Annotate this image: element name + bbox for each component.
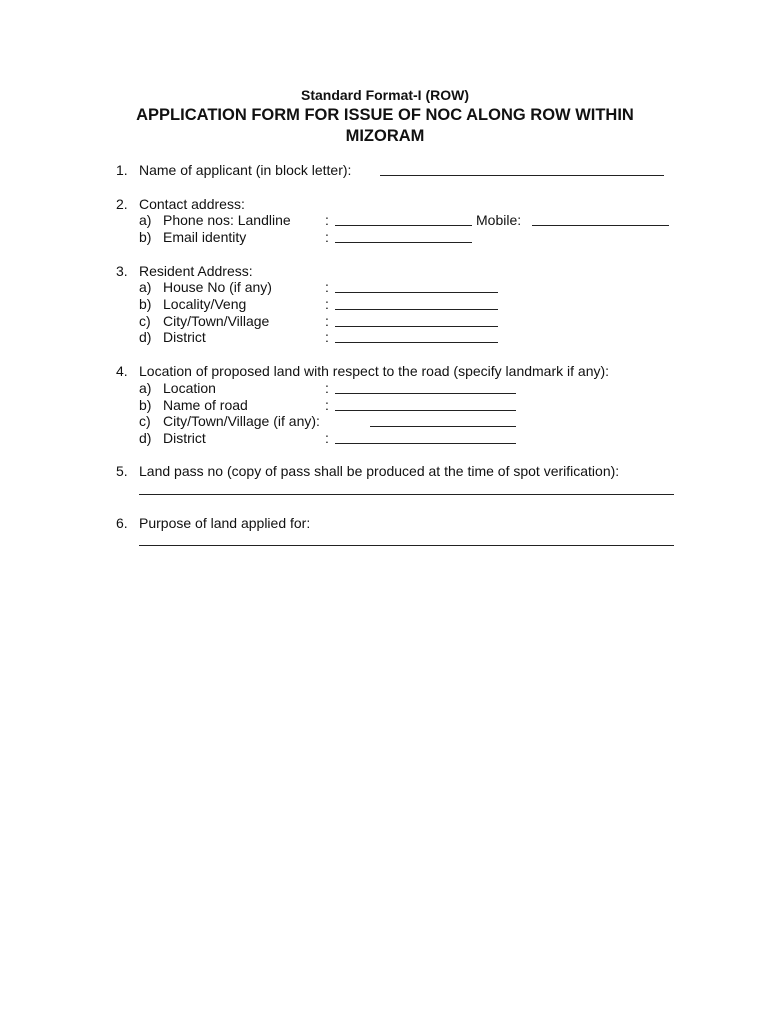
- item-label: Purpose of land applied for:: [139, 515, 311, 531]
- land-city-input-line[interactable]: [370, 426, 516, 427]
- colon: :: [325, 397, 329, 413]
- locality-input-line[interactable]: [335, 309, 498, 310]
- purpose-input-line[interactable]: [139, 545, 674, 546]
- item-label: Contact address:: [139, 196, 245, 212]
- land-pass-input-line[interactable]: [139, 494, 674, 495]
- road-name-input-line[interactable]: [335, 410, 516, 411]
- colon: :: [325, 296, 329, 312]
- colon: :: [325, 279, 329, 295]
- sub-label: Phone nos: Landline: [163, 212, 291, 228]
- item-label: Location of proposed land with respect to the road (specify landmark if any):: [139, 363, 610, 379]
- item-number: 5.: [116, 463, 128, 479]
- form-title: [0, 105, 770, 147]
- mobile-label: Mobile:: [476, 212, 522, 228]
- sub-letter: d): [139, 329, 152, 345]
- sub-letter: b): [139, 296, 152, 312]
- colon: :: [325, 380, 329, 396]
- email-input-line[interactable]: [335, 242, 472, 243]
- sub-letter: b): [139, 397, 152, 413]
- item-number: 2.: [116, 196, 128, 212]
- sub-label: City/Town/Village (if any):: [163, 413, 320, 429]
- item-number: 4.: [116, 363, 128, 379]
- sub-label: Locality/Veng: [163, 296, 247, 312]
- sub-label: Location: [163, 380, 216, 396]
- house-no-input-line[interactable]: [335, 292, 498, 293]
- item-number: 1.: [116, 162, 128, 178]
- item-number: 6.: [116, 515, 128, 531]
- applicant-name-input-line[interactable]: [380, 175, 664, 176]
- colon: :: [325, 313, 329, 329]
- sub-label: House No (if any): [163, 279, 272, 295]
- form-format-label: Standard Format-I (ROW): [301, 87, 469, 103]
- sub-label: Name of road: [163, 397, 248, 413]
- sub-letter: a): [139, 380, 152, 396]
- sub-label: District: [163, 430, 206, 446]
- colon: :: [325, 212, 329, 228]
- landline-input-line[interactable]: [335, 225, 472, 226]
- sub-letter: a): [139, 212, 152, 228]
- item-label: Land pass no (copy of pass shall be produced at the time of spot verification):: [139, 463, 620, 479]
- sub-letter: d): [139, 430, 152, 446]
- title-line-2: MIZORAM: [345, 127, 425, 145]
- sub-label: District: [163, 329, 206, 345]
- sub-label: Email identity: [163, 229, 247, 245]
- sub-letter: a): [139, 279, 152, 295]
- district-input-line[interactable]: [335, 342, 498, 343]
- sub-label: City/Town/Village: [163, 313, 270, 329]
- city-input-line[interactable]: [335, 326, 498, 327]
- land-location-input-line[interactable]: [335, 393, 516, 394]
- item-label: Name of applicant (in block letter):: [139, 162, 352, 178]
- colon: :: [325, 229, 329, 245]
- land-district-input-line[interactable]: [335, 443, 516, 444]
- item-number: 3.: [116, 263, 128, 279]
- colon: :: [325, 430, 329, 446]
- sub-letter: c): [139, 313, 151, 329]
- item-label: Resident Address:: [139, 263, 253, 279]
- title-line-1: APPLICATION FORM FOR ISSUE OF NOC ALONG ROW WITHIN: [136, 106, 634, 124]
- sub-letter: b): [139, 229, 152, 245]
- sub-letter: c): [139, 413, 151, 429]
- colon: :: [325, 329, 329, 345]
- mobile-input-line[interactable]: [532, 225, 669, 226]
